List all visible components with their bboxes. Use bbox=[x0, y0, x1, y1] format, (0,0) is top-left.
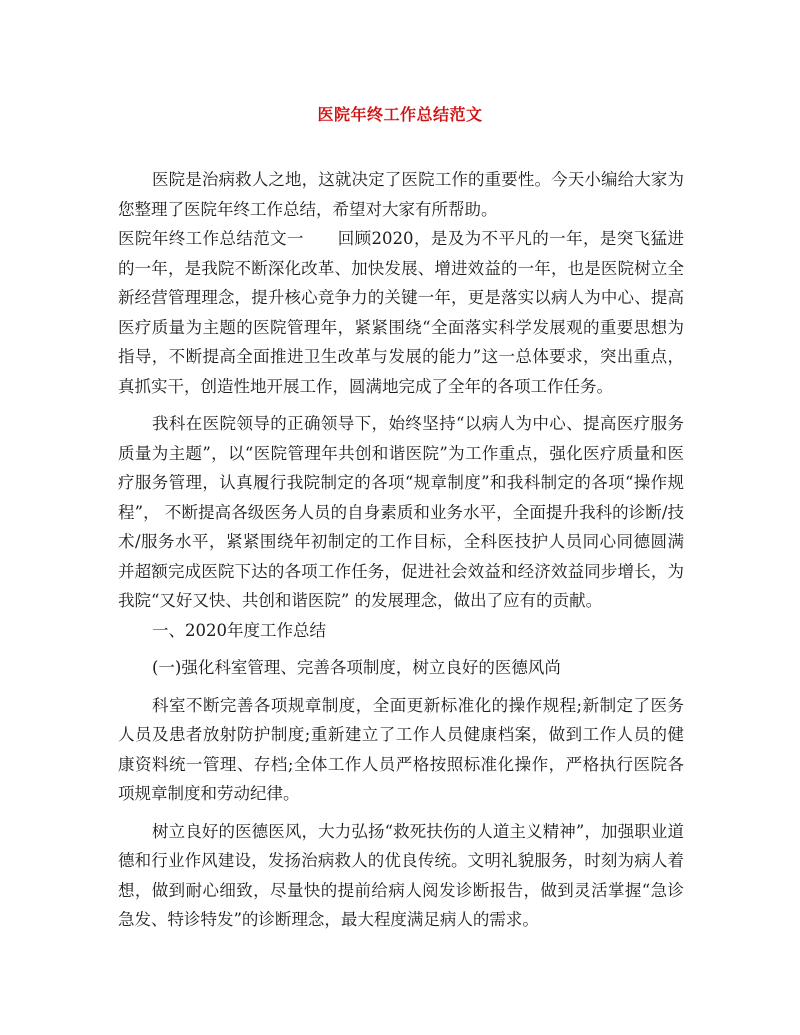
paragraph-department: 我科在医院领导的正确领导下，始终坚持“以病人为中心、提高医疗服务质量为主题”，以“医院管理年共创和谐医院”为工作重点，强化医疗质量和医疗服务管理，认真履行我院制定的各项“规章制度”和我科制定的各项“操作规程”， 不断提高各级医务人员的自身素质和业务水平，全面提升我科的诊断/技术/服务水平，紧紧围绕年初制定的工作目标，全科医技护人员同心同德圆满并超额完成医院下达的各项工作任务，促进社会效益和经济效益同步增长，为我院“又好又快、共创和谐医院” 的发展理念，做出了应有的贡献。 bbox=[118, 414, 684, 610]
paragraph-intro: 医院是治病救人之地，这就决定了医院工作的重要性。今天小编给大家为您整理了医院年终工作总结，希望对大家有所帮助。 bbox=[118, 170, 684, 219]
paragraph-review: 医院年终工作总结范文一 回顾2020，是及为不平凡的一年，是突飞猛进的一年，是我院不断深化改革、加快发展、增进效益的一年，也是医院树立全新经营管理理念，提升核心竞争力的关键一年，更是落实以病人为中心、提高医疗质量为主题的医院管理年，紧紧围绕“全面落实科学发展观的重要思想为指导，不断提高全面推进卫生改革与发展的能力”这一总体要求，突出重点，真抓实干，创造性地开展工作，圆满地完成了全年的各项工作任务。 bbox=[118, 229, 684, 396]
document-body bbox=[118, 165, 684, 935]
section-heading: 一、2020年度工作总结 bbox=[152, 620, 326, 640]
document-title: 医院年终工作总结范文 bbox=[317, 105, 483, 124]
paragraph-rules: 科室不断完善各项规章制度，全面更新标准化的操作规程;新制定了医务人员及患者放射防护制度;重新建立了工作人员健康档案，做到工作人员的健康资料统一管理、存档;全体工作人员严格按照标准化操作，严格执行医院各项规章制度和劳动纪律。 bbox=[118, 695, 684, 803]
paragraph-ethics: 树立良好的医德医风，大力弘扬“救死扶伤的人道主义精神”，加强职业道德和行业作风建设，发扬治病救人的优良传统。文明礼貌服务，时刻为病人着想，做到耐心细致，尽量快的提前给病人阅发诊断报告，做到灵活掌握“急诊急发、特诊特发”的诊断理念，最大程度满足病人的需求。 bbox=[118, 821, 684, 929]
subsection-heading: (一)强化科室管理、完善各项制度，树立良好的医德风尚 bbox=[152, 658, 561, 677]
